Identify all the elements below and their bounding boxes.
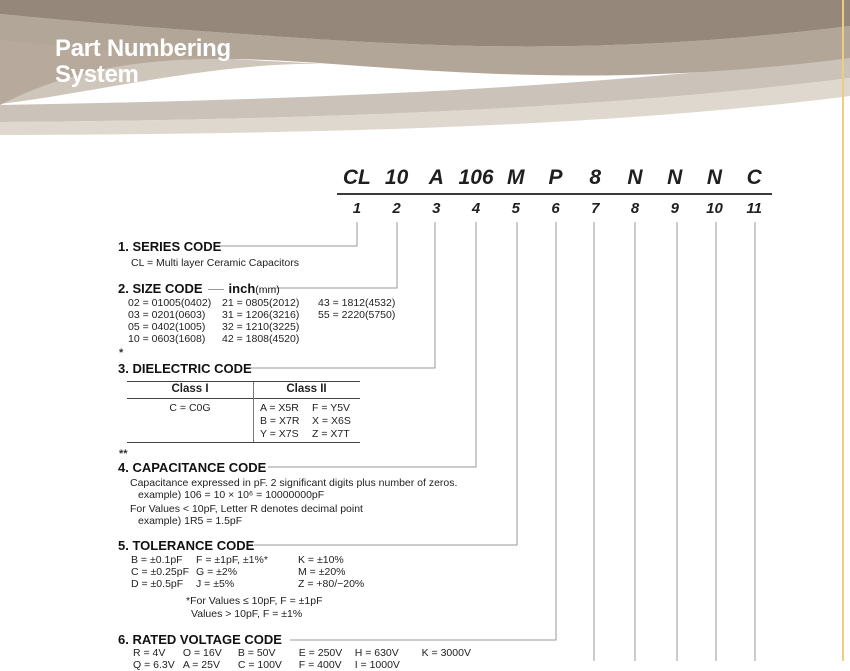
position-number: 3 xyxy=(432,200,441,217)
series-code-note: CL = Multi layer Ceramic Capacitors xyxy=(131,257,299,269)
code-segment: P xyxy=(548,166,563,189)
code-segment: N xyxy=(706,166,723,189)
position-number-row xyxy=(337,200,774,217)
tolerance-column-1: B = ±0.1pF C = ±0.25pF D = ±0.5pF xyxy=(131,554,190,590)
section-title-rated-voltage-code: 6. RATED VOLTAGE CODE xyxy=(118,632,282,647)
section-title-capacitance-code: 4. CAPACITANCE CODE xyxy=(118,460,267,475)
size-code-column-1: 02 = 01005(0402) 03 = 0201(0603) 05 = 0402(1005) 10 = 0603(1608) xyxy=(128,297,212,345)
dielectric-table-header-class2: Class II xyxy=(286,383,327,395)
code-segment: 10 xyxy=(384,166,409,189)
page-title: Part Numbering System xyxy=(55,35,231,88)
code-segment: CL xyxy=(342,166,371,189)
title-dash xyxy=(208,289,224,290)
dielectric-class1-value: C = C0G xyxy=(169,402,211,414)
size-code-column-3: 43 = 1812(4532) 55 = 2220(5750) xyxy=(318,297,396,321)
code-segment: 106 xyxy=(458,166,494,189)
code-segment: N xyxy=(627,166,643,189)
code-underline-rule xyxy=(337,193,772,195)
voltage-row-1: R = 4V O = 16V B = 50V E = 250V H = 630V K = 3000V xyxy=(133,647,471,659)
position-number: 4 xyxy=(471,200,481,217)
section-title-tolerance-code: 5. TOLERANCE CODE xyxy=(118,538,255,553)
dielectric-class2-values: A = X5R F = Y5V B = X7R X = X6S Y = X7S Z = X7T xyxy=(260,402,351,440)
code-segment: M xyxy=(507,166,525,189)
code-segment: 8 xyxy=(589,166,602,189)
part-number-code xyxy=(337,166,774,190)
voltage-row-2-clipped: Q = 6.3V A = 25V C = 100V F = 400V I = 1000V xyxy=(133,659,400,671)
position-number: 1 xyxy=(352,200,362,217)
table-header-rule xyxy=(127,398,360,399)
gold-accent-rule xyxy=(842,0,844,661)
code-segment: C xyxy=(746,166,762,189)
section-title-size-code: 2. SIZE CODE inch(mm) xyxy=(118,281,280,296)
capacitance-asterisks: ** xyxy=(119,448,128,460)
position-number: 5 xyxy=(511,200,520,217)
table-column-divider xyxy=(253,382,254,442)
section-title-series-code: 1. SERIES CODE xyxy=(118,239,222,254)
position-number: 8 xyxy=(630,200,640,217)
tolerance-column-2: F = ±1pF, ±1%* G = ±2% J = ±5% xyxy=(196,554,268,590)
dielectric-asterisk: * xyxy=(119,347,124,359)
code-segment: A xyxy=(428,166,444,189)
position-number: 11 xyxy=(746,200,762,217)
tolerance-column-3: K = ±10% M = ±20% Z = +80/−20% xyxy=(298,554,365,590)
position-number: 9 xyxy=(670,200,679,217)
section-title-dielectric-code: 3. DIELECTRIC CODE xyxy=(118,361,252,376)
code-segment: N xyxy=(667,166,683,189)
dielectric-table xyxy=(127,381,360,443)
tolerance-footnote-1: *For Values ≤ 10pF, F = ±1pF xyxy=(186,595,323,607)
position-number: 10 xyxy=(706,200,723,217)
tolerance-footnote-2: Values > 10pF, F = ±1% xyxy=(191,608,303,620)
size-code-column-2: 21 = 0805(2012) 31 = 1206(3216) 32 = 1210(3225) 42 = 1808(4520) xyxy=(222,297,300,345)
position-number: 2 xyxy=(392,200,401,217)
position-number: 6 xyxy=(551,200,560,217)
dielectric-table-header-class1: Class I xyxy=(171,383,209,395)
position-number: 7 xyxy=(591,200,600,217)
capacitance-description: Capacitance expressed in pF. 2 significant digits plus number of zeros. example) 106 = 10 × 10⁶ = 10000000pF For Values < 10pF, Letter R denotes decimal point example) 1R5 = 1.5pF xyxy=(130,477,458,527)
